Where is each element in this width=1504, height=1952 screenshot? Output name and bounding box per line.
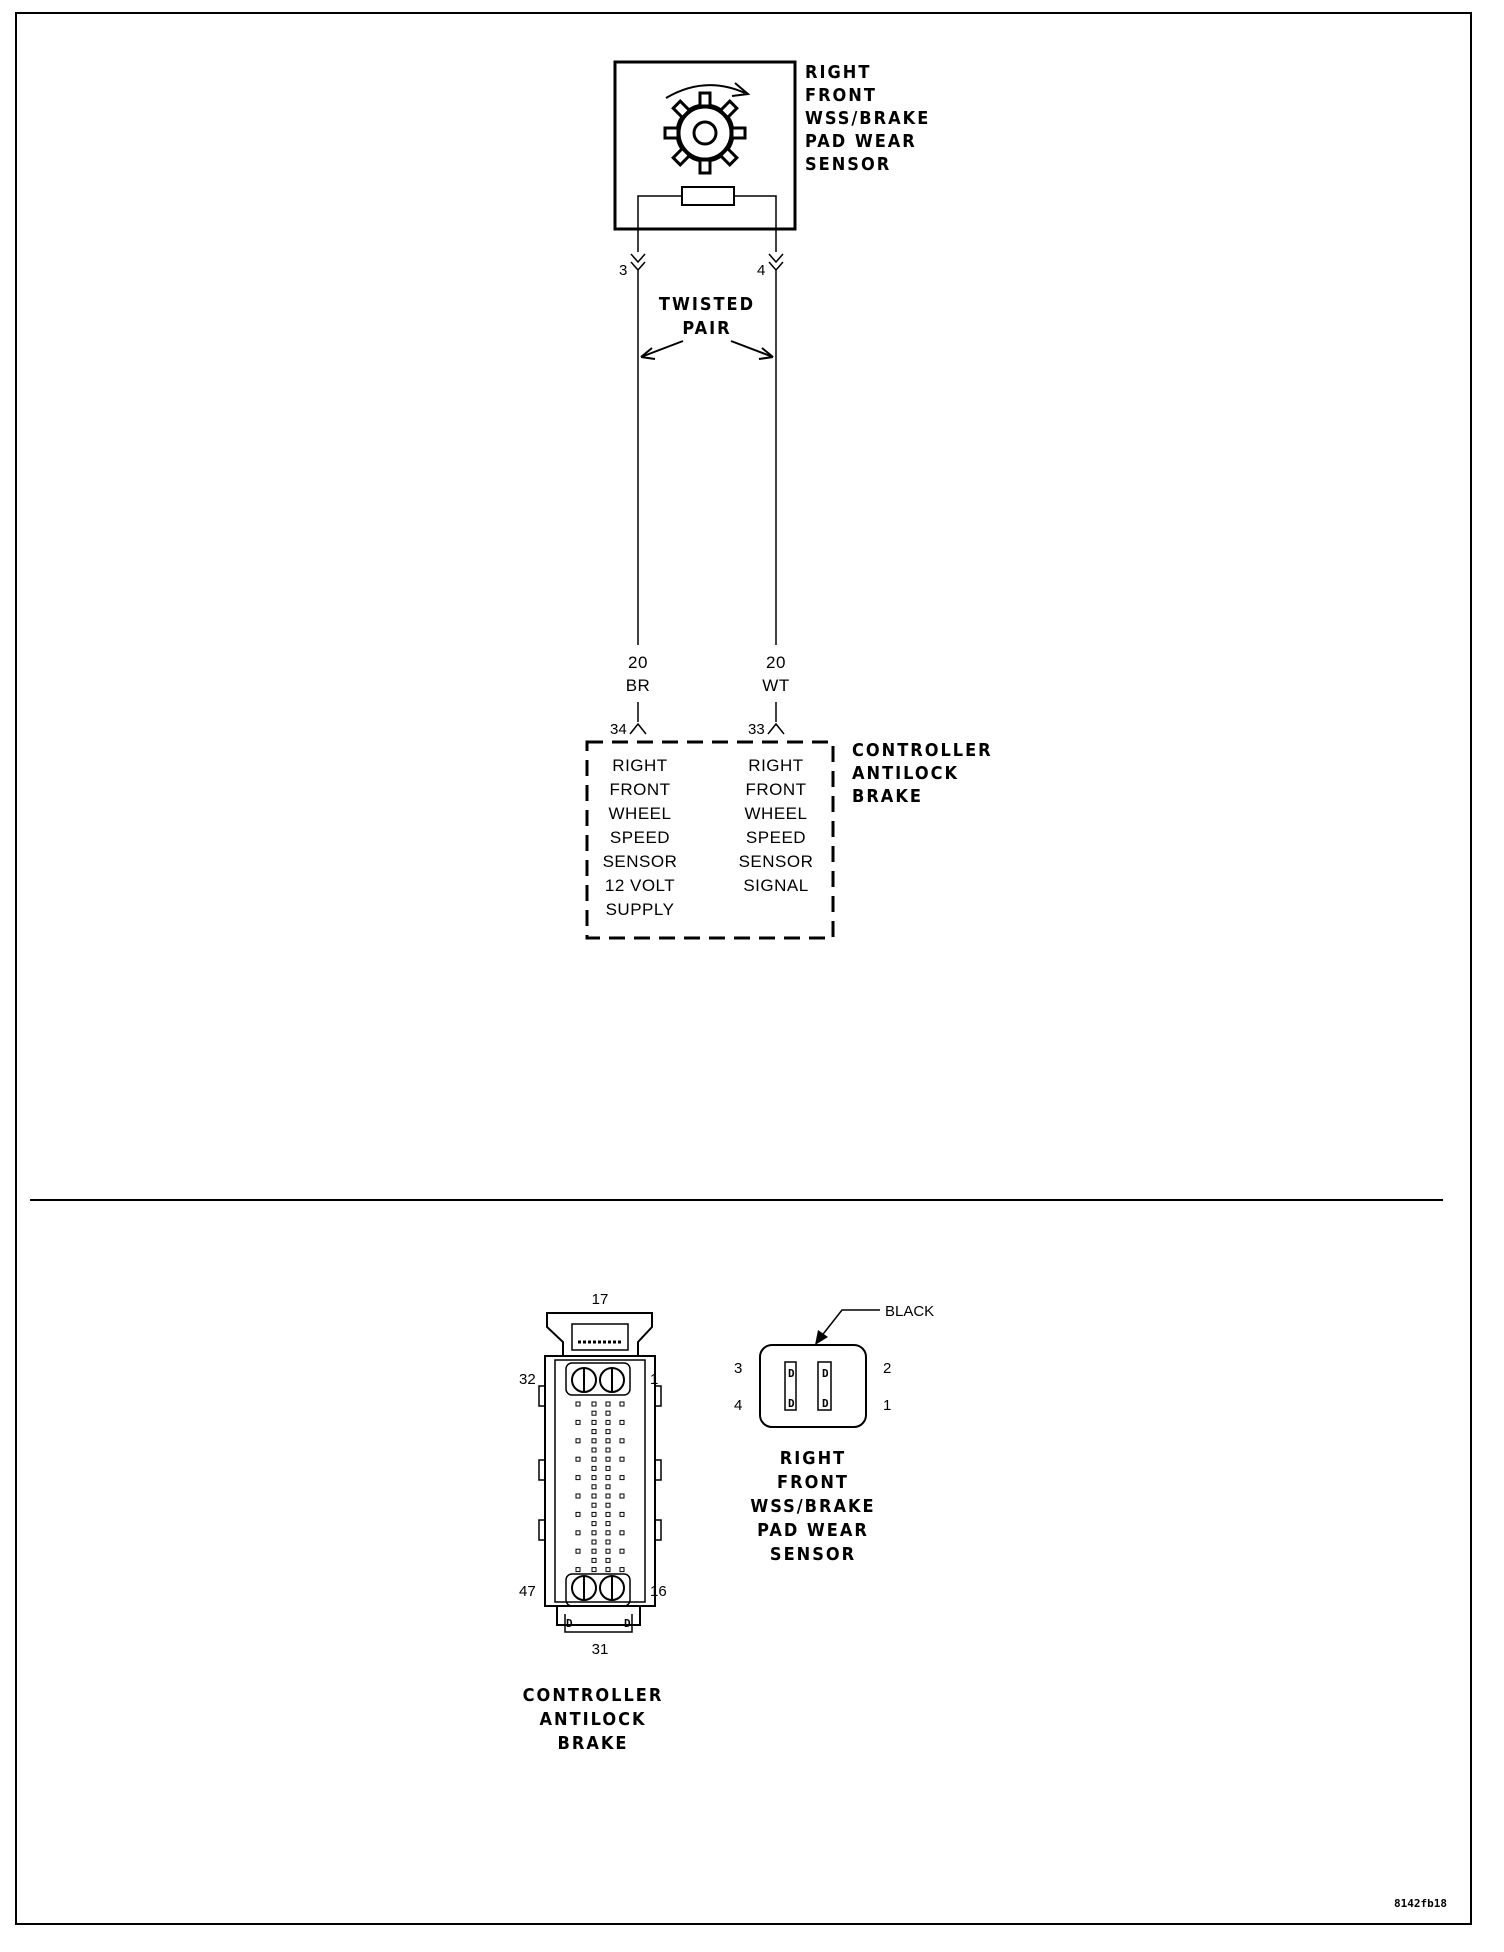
- connector-cavity: [606, 1503, 610, 1507]
- controller-left-function: [603, 756, 678, 919]
- connector-cavity: [576, 1568, 580, 1572]
- connector-cavity: [592, 1494, 596, 1498]
- sensor-connector-pin-label: 1: [883, 1397, 892, 1414]
- svg-text:D: D: [624, 1617, 631, 1630]
- connector-cavity: [606, 1522, 610, 1526]
- connector-cavity: [592, 1522, 596, 1526]
- connector-cavity: [606, 1448, 610, 1452]
- connector-cavity: [592, 1439, 596, 1443]
- connector-cavity: [576, 1420, 580, 1424]
- connector-cavity: [620, 1568, 624, 1572]
- cab-connector-label: ANTILOCK: [539, 1709, 647, 1730]
- sensor-connector-label: PAD WEAR: [757, 1520, 869, 1541]
- cab-connector-label: CONTROLLER: [522, 1685, 664, 1706]
- connector-cavity: [620, 1420, 624, 1424]
- connector-cavity: [620, 1549, 624, 1553]
- controller-terminal-right: [768, 724, 784, 734]
- connector-cavity: [606, 1485, 610, 1489]
- cab-connector-label: BRAKE: [557, 1733, 629, 1754]
- svg-text:D: D: [788, 1367, 795, 1380]
- wire-gauge: 20: [766, 653, 786, 672]
- connector-cavity: [620, 1494, 624, 1498]
- connector-cavity: [606, 1411, 610, 1415]
- connector-cavity: [592, 1540, 596, 1544]
- connector-cavity: [576, 1531, 580, 1535]
- connector-cavity: [592, 1558, 596, 1562]
- connector-cavity: [620, 1512, 624, 1516]
- svg-text:D: D: [566, 1617, 573, 1630]
- connector-cavity: [592, 1568, 596, 1572]
- color-callout-arrow-icon: [815, 1310, 880, 1345]
- svg-text:WHEEL: WHEEL: [744, 804, 808, 823]
- connector-cavity: [592, 1430, 596, 1434]
- sensor-connector-pin-label: 4: [734, 1397, 743, 1414]
- wire-gauge: 20: [628, 653, 648, 672]
- connector-cavity: [592, 1531, 596, 1535]
- connector-cavity-grid: [576, 1402, 624, 1572]
- sensor-terminal-right: [769, 254, 783, 270]
- wire-color: WT: [762, 676, 790, 695]
- sensor-title-line: PAD WEAR: [805, 131, 917, 152]
- connector-cavity: [606, 1402, 610, 1406]
- connector-cavity: [606, 1512, 610, 1516]
- svg-text:RIGHT: RIGHT: [748, 756, 804, 775]
- sensor-connector-label: RIGHT: [779, 1448, 847, 1469]
- cab-pin-label: 47: [519, 1583, 536, 1600]
- sensor-connector-pin-label: 3: [734, 1360, 743, 1377]
- connector-cavity: [620, 1402, 624, 1406]
- svg-text:SPEED: SPEED: [609, 828, 671, 847]
- connector-cavity: [620, 1476, 624, 1480]
- connector-cavity: [592, 1420, 596, 1424]
- connector-cavity: [576, 1476, 580, 1480]
- svg-text:D: D: [822, 1397, 829, 1410]
- controller-title-line: ANTILOCK: [852, 763, 960, 784]
- connector-cavity: [576, 1457, 580, 1461]
- svg-text:SENSOR: SENSOR: [602, 852, 678, 871]
- sensor-pin-number: 3: [619, 262, 628, 279]
- svg-text:SENSOR: SENSOR: [738, 852, 814, 871]
- connector-cavity: [606, 1558, 610, 1562]
- connector-cavity: [576, 1402, 580, 1406]
- connector-color-callout: BLACK: [885, 1303, 935, 1320]
- svg-text:RIGHT: RIGHT: [612, 756, 668, 775]
- connector-cavity: [606, 1531, 610, 1535]
- cab-pin-label: 16: [650, 1583, 667, 1600]
- controller-pin-number: 34: [610, 721, 627, 738]
- sensor-pin-number: 4: [757, 262, 766, 279]
- connector-cavity: [576, 1439, 580, 1443]
- controller-terminal-left: [630, 724, 646, 734]
- connector-cavity: [606, 1494, 610, 1498]
- cab-pin-label: 31: [591, 1641, 609, 1658]
- svg-text:WHEEL: WHEEL: [608, 804, 672, 823]
- twisted-pair-label: PAIR: [682, 318, 732, 339]
- connector-cavity: [576, 1549, 580, 1553]
- connector-cavity: [592, 1402, 596, 1406]
- twisted-pair-arrow-icon: [641, 341, 773, 359]
- sensor-connector-view: [760, 1345, 866, 1427]
- cab-pin-label: 1: [650, 1371, 659, 1388]
- connector-cavity: [592, 1411, 596, 1415]
- sensor-connector-label: SENSOR: [769, 1544, 857, 1565]
- cab-pin-label: 17: [591, 1291, 609, 1308]
- svg-text:SPEED: SPEED: [745, 828, 807, 847]
- connector-cavity: [606, 1457, 610, 1461]
- connector-cavity: [620, 1531, 624, 1535]
- connector-cavity: [592, 1485, 596, 1489]
- sensor-element: [682, 187, 734, 205]
- connector-cavity: [606, 1466, 610, 1470]
- wheel-speed-sensor: [615, 62, 795, 252]
- svg-text:SUPPLY: SUPPLY: [605, 900, 675, 919]
- connector-cavity: [620, 1439, 624, 1443]
- sensor-title-line: WSS/BRAKE: [805, 108, 931, 129]
- connector-cavity: [592, 1512, 596, 1516]
- controller-title-line: BRAKE: [852, 786, 923, 807]
- connector-cavity: [606, 1439, 610, 1443]
- connector-cavity: [606, 1420, 610, 1424]
- connector-cavity: [606, 1549, 610, 1553]
- connector-cavity: [606, 1568, 610, 1572]
- connector-cavity: [576, 1512, 580, 1516]
- sensor-title-line: FRONT: [805, 85, 877, 106]
- connector-cavity: [576, 1494, 580, 1498]
- connector-cavity: [592, 1466, 596, 1470]
- connector-cavity: [606, 1476, 610, 1480]
- figure-id: 8142fb18: [1394, 1897, 1447, 1910]
- svg-text:FRONT: FRONT: [609, 780, 671, 799]
- wire-color: BR: [625, 676, 651, 695]
- svg-text:FRONT: FRONT: [745, 780, 807, 799]
- sensor-terminal-left: [631, 254, 645, 270]
- sensor-connector-label: FRONT: [777, 1472, 849, 1493]
- controller-pin-number: 33: [748, 721, 765, 738]
- svg-text:12 VOLT: 12 VOLT: [604, 876, 676, 895]
- gear-icon: [665, 93, 745, 173]
- sensor-title-line: RIGHT: [805, 62, 872, 83]
- connector-cavity: [592, 1503, 596, 1507]
- connector-cavity: [592, 1476, 596, 1480]
- svg-text:D: D: [822, 1367, 829, 1380]
- sensor-connector-label: WSS/BRAKE: [750, 1496, 876, 1517]
- cab-connector-view: [539, 1313, 661, 1632]
- twisted-pair-label: TWISTED: [658, 294, 756, 315]
- svg-text:D: D: [788, 1397, 795, 1410]
- controller-title-line: CONTROLLER: [852, 740, 993, 761]
- connector-cavity: [606, 1430, 610, 1434]
- connector-cavity: [620, 1457, 624, 1461]
- svg-text:SIGNAL: SIGNAL: [743, 876, 809, 895]
- cab-pin-label: 32: [519, 1371, 536, 1388]
- connector-cavity: [592, 1448, 596, 1452]
- sensor-connector-pin-label: 2: [883, 1360, 892, 1377]
- sensor-title-line: SENSOR: [805, 154, 892, 175]
- connector-cavity: [592, 1549, 596, 1553]
- controller-right-function: [739, 756, 814, 895]
- connector-cavity: [606, 1540, 610, 1544]
- connector-cavity: [592, 1457, 596, 1461]
